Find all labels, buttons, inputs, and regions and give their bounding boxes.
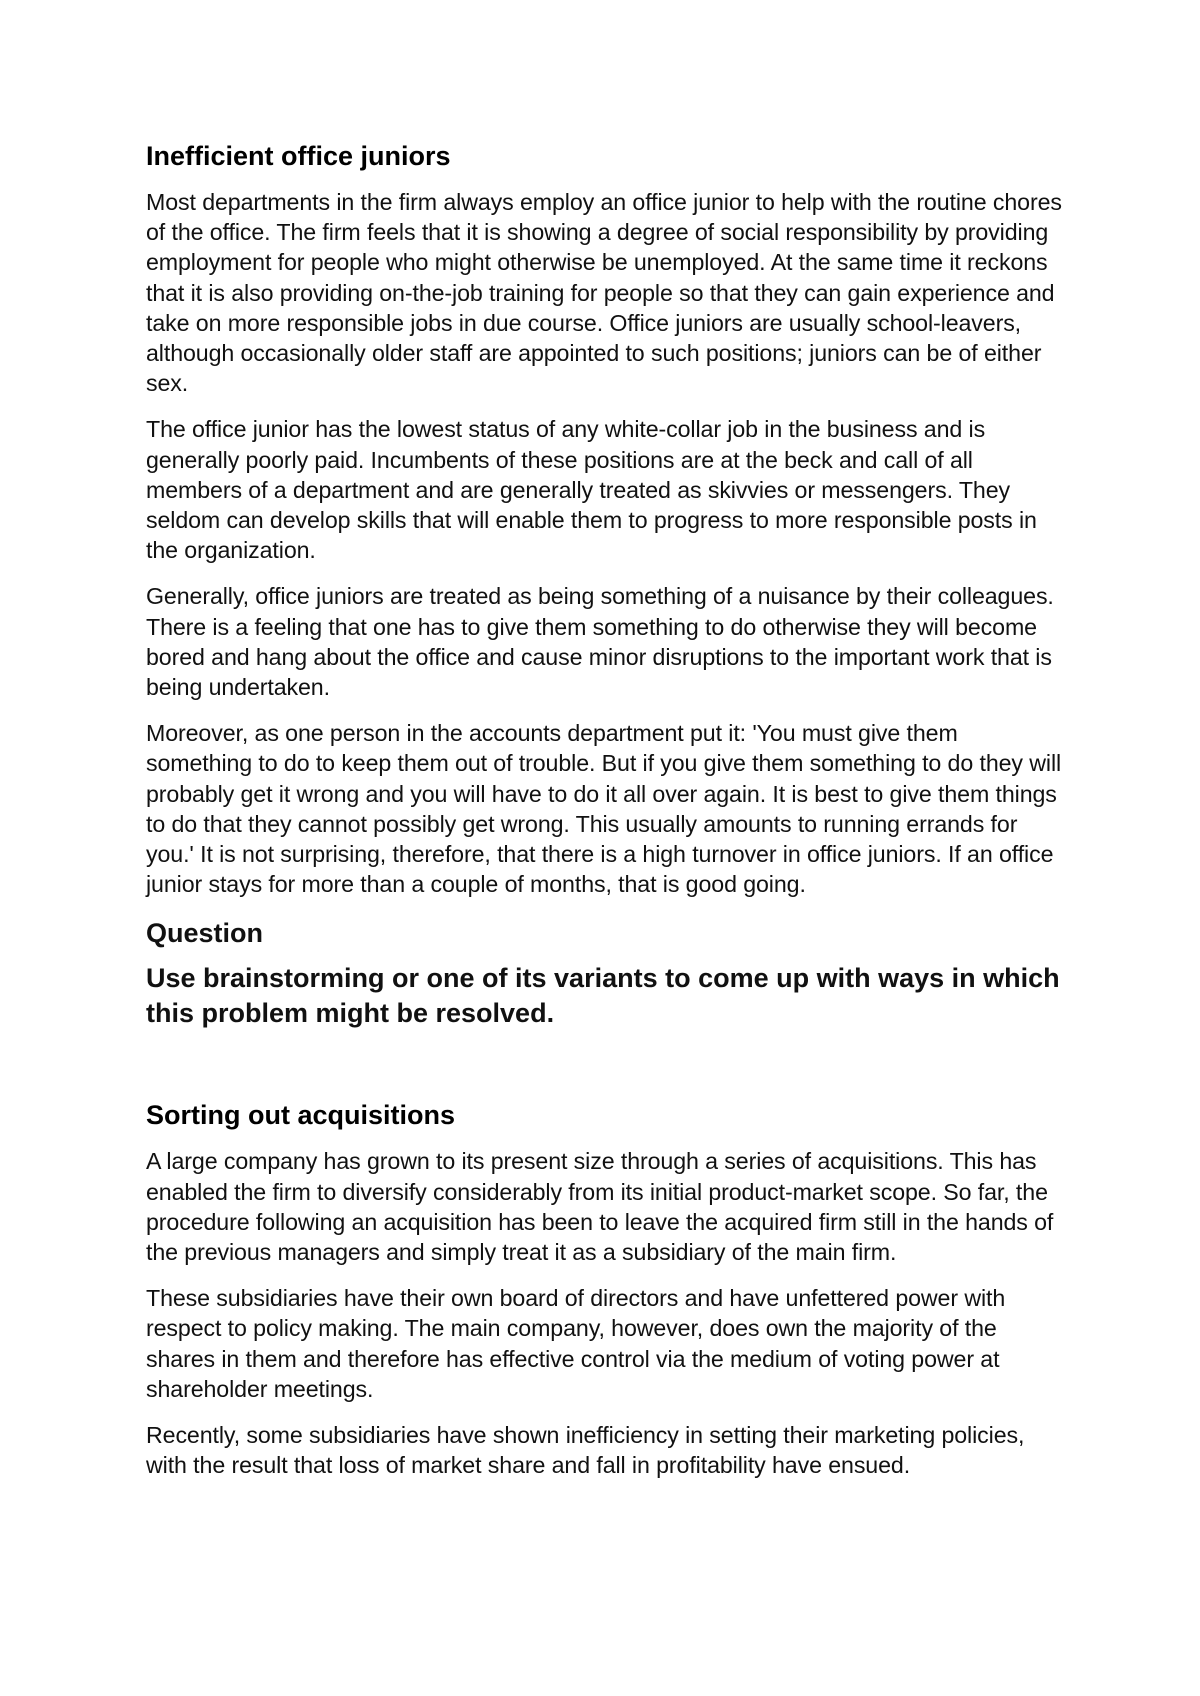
paragraph: Generally, office juniors are treated as being something of a nuisance by their colleagues. There is a feeling that one has to give them something to do otherwise they will become bored and hang about the office and cause minor disruptions to the important work that is being undertaken. [146,583,1054,701]
paragraph: Recently, some subsidiaries have shown inefficiency in setting their marketing policies, with the result that loss of market share and fall in profitability have ensued. [146,1422,1025,1479]
section-inefficient-office-juniors [146,138,1066,1031]
section-title: Sorting out acquisitions [146,1100,455,1131]
paragraph: A large company has grown to its present size through a series of acquisitions. This has enabled the firm to diversify considerably from its initial product-market scope. So far, the procedure following an acquisition has been to leave the acquired firm still in the hands of the previous managers and simply treat it as a subsidiary of the main firm. [146,1148,1054,1266]
section-sorting-out-acquisitions [146,1097,1066,1480]
paragraph: Most departments in the firm always employ an office junior to help with the routine chores of the office. The firm feels that it is showing a degree of social responsibility by providing employment for people who might otherwise be unemployed. At the same time it reckons that it is also providing on-the-job training for people so that they can gain experience and take on more responsible jobs in due course. Office juniors are usually school-leavers, although occasionally older staff are appointed to such positions; juniors can be of either sex. [146,189,1062,397]
paragraph: These subsidiaries have their own board of directors and have unfettered power with respect to policy making. The main company, however, does own the majority of the shares in them and therefore has effective control via the medium of voting power at shareholder meetings. [146,1285,1006,1402]
paragraph: The office junior has the lowest status of any white-collar job in the business and is generally poorly paid. Incumbents of these positions are at the beck and call of all members of a department and are generally treated as skivvies or messengers. They seldom can develop skills that will enable them to progress to more responsible posts in the organization. [146,416,1037,564]
section-title: Inefficient office juniors [146,141,451,171]
question-text: Use brainstorming or one of its variants to come up with ways in which this problem might be resolved. [146,963,1060,1029]
paragraph: Moreover, as one person in the accounts department put it: 'You must give them something to do to keep them out of trouble. But if you give them something to do they will probably get it wrong and you will have to do it all over again. It is best to give them things to do that they cannot possibly get wrong. This usually amounts to running errands for you.' It is not surprising, therefore, that there is a high turnover in office juniors. If an office junior stays for more than a couple of months, that is good going. [146,720,1062,898]
question-label: Question [146,918,264,949]
document-page [146,138,1066,1497]
